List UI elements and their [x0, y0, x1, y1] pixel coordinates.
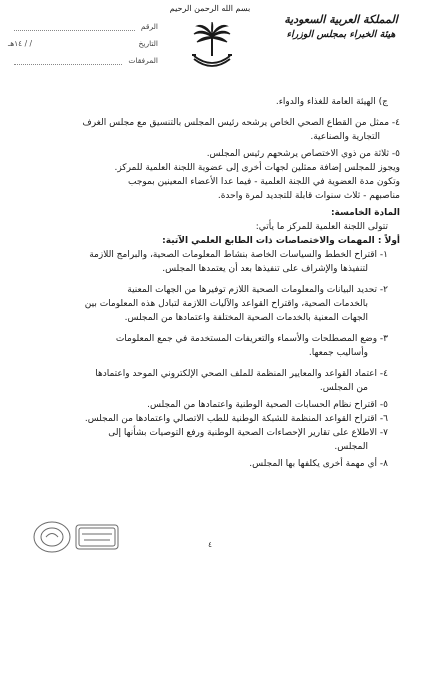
duty-7 — [22, 426, 400, 454]
page-number: ٤ — [208, 541, 212, 549]
basmala: بسم الله الرحمن الرحيم — [169, 4, 251, 13]
reference-fields — [8, 18, 158, 69]
paragraph-term — [22, 175, 400, 203]
duty-1 — [22, 248, 400, 276]
duty-5: ٥- اقتراح نظام الحسابات الصحية الوطنية واعتمادها من المجلس. — [147, 400, 388, 410]
duty-2-line-2: بالخدمات الصحية، واقتراح القواعد والآليات اللازمة لتبادل هذه المعلومات بين — [84, 299, 368, 309]
duty-3-line-1: ٣- وضع المصطلحات والأسماء والتعريفات المستخدمة في جمع المعلومات — [115, 334, 388, 344]
article-intro: تتولى اللجنة العلمية للمركز ما يأتي: — [255, 222, 388, 232]
duty-7-line-2: المجلس. — [334, 442, 368, 452]
duty-6: ٦- اقتراح القواعد المنظمة للشبكة الوطنية للطب الاتصالي واعتمادها من المجلس. — [84, 414, 388, 424]
duty-4-line-2: من المجلس. — [319, 383, 368, 393]
palm-swords-emblem-icon — [188, 22, 236, 72]
item-c: ج) الهيئة العامة للغذاء والدواء. — [275, 97, 388, 107]
attachments-label: المرفقات — [128, 56, 158, 65]
duty-3-line-2: وأساليب جمعها. — [308, 348, 368, 358]
section-first-heading: أولاً : المهمات والاختصاصات ذات الطابع العلمي الآتية: — [162, 236, 400, 246]
article-title: المادة الخامسة: — [330, 208, 400, 218]
item-5: ٥- ثلاثة من ذوي الاختصاص يرشحهم رئيس المجلس. — [206, 149, 400, 159]
item-4-line-1: ٤- ممثل من القطاع الصحي الخاص يرشحه رئيس المجلس بالتنسيق مع مجلس الغرف — [82, 118, 400, 128]
duty-8: ٨- أي مهمة أخرى يكلفها بها المجلس. — [249, 459, 388, 469]
duty-1-line-1: ١- اقتراح الخطط والسياسات الخاصة بنشاط المعلومات الصحية، والبرامج اللازمة — [89, 250, 388, 260]
paragraph-term-line-2: مناصبهم - ثلاث سنوات قابلة للتجديد لمرة واحدة. — [217, 191, 400, 201]
duty-1-line-2: لتنفيذها والإشراف على تنفيذها بعد أن يعتمدها المجلس. — [162, 264, 368, 274]
item-4 — [22, 116, 400, 144]
letterhead-org — [271, 12, 411, 42]
paragraph-term-line-1: وتكون مدة العضوية في اللجنة العلمية - فيما عدا الأعضاء المعينين بموجب — [128, 177, 400, 187]
ref-label: الرقم — [140, 22, 158, 31]
date-label: التاريخ — [138, 39, 158, 48]
attachments-field — [14, 56, 122, 65]
duty-3 — [22, 332, 400, 360]
duty-4-line-1: ٤- اعتماد القواعد والمعايير المنظمة للملف الصحي الإلكتروني الموحد واعتمادها — [95, 369, 388, 379]
kingdom-name: المملكة العربية السعودية — [284, 13, 398, 26]
duty-7-line-1: ٧- الاطلاع على تقارير الإحصاءات الصحية الوطنية ورفع التوصيات بشأنها إلى — [108, 428, 388, 438]
paragraph-extra-members: ويجوز للمجلس إضافة ممثلين لجهات أخرى إلى عضوية اللجنة العلمية للمركز. — [114, 163, 400, 173]
duty-2 — [22, 283, 400, 325]
document-body — [22, 95, 400, 471]
item-4-line-2: التجارية والصناعية. — [310, 132, 380, 142]
official-stamp-icon — [30, 518, 122, 556]
duty-4 — [22, 367, 400, 395]
letterhead — [0, 0, 425, 80]
duty-2-line-3: الجهات المعنية بالخدمات الصحية المختلفة واعتمادها من المجلس. — [124, 313, 368, 323]
authority-name: هيئة الخبراء بمجلس الوزراء — [286, 29, 396, 40]
date-value: / / ١٤هـ — [8, 39, 33, 48]
duty-2-line-1: ٢- تحديد البيانات والمعلومات الصحية اللازم توفيرها من الجهات المعنية — [127, 285, 388, 295]
ref-field — [14, 22, 135, 31]
